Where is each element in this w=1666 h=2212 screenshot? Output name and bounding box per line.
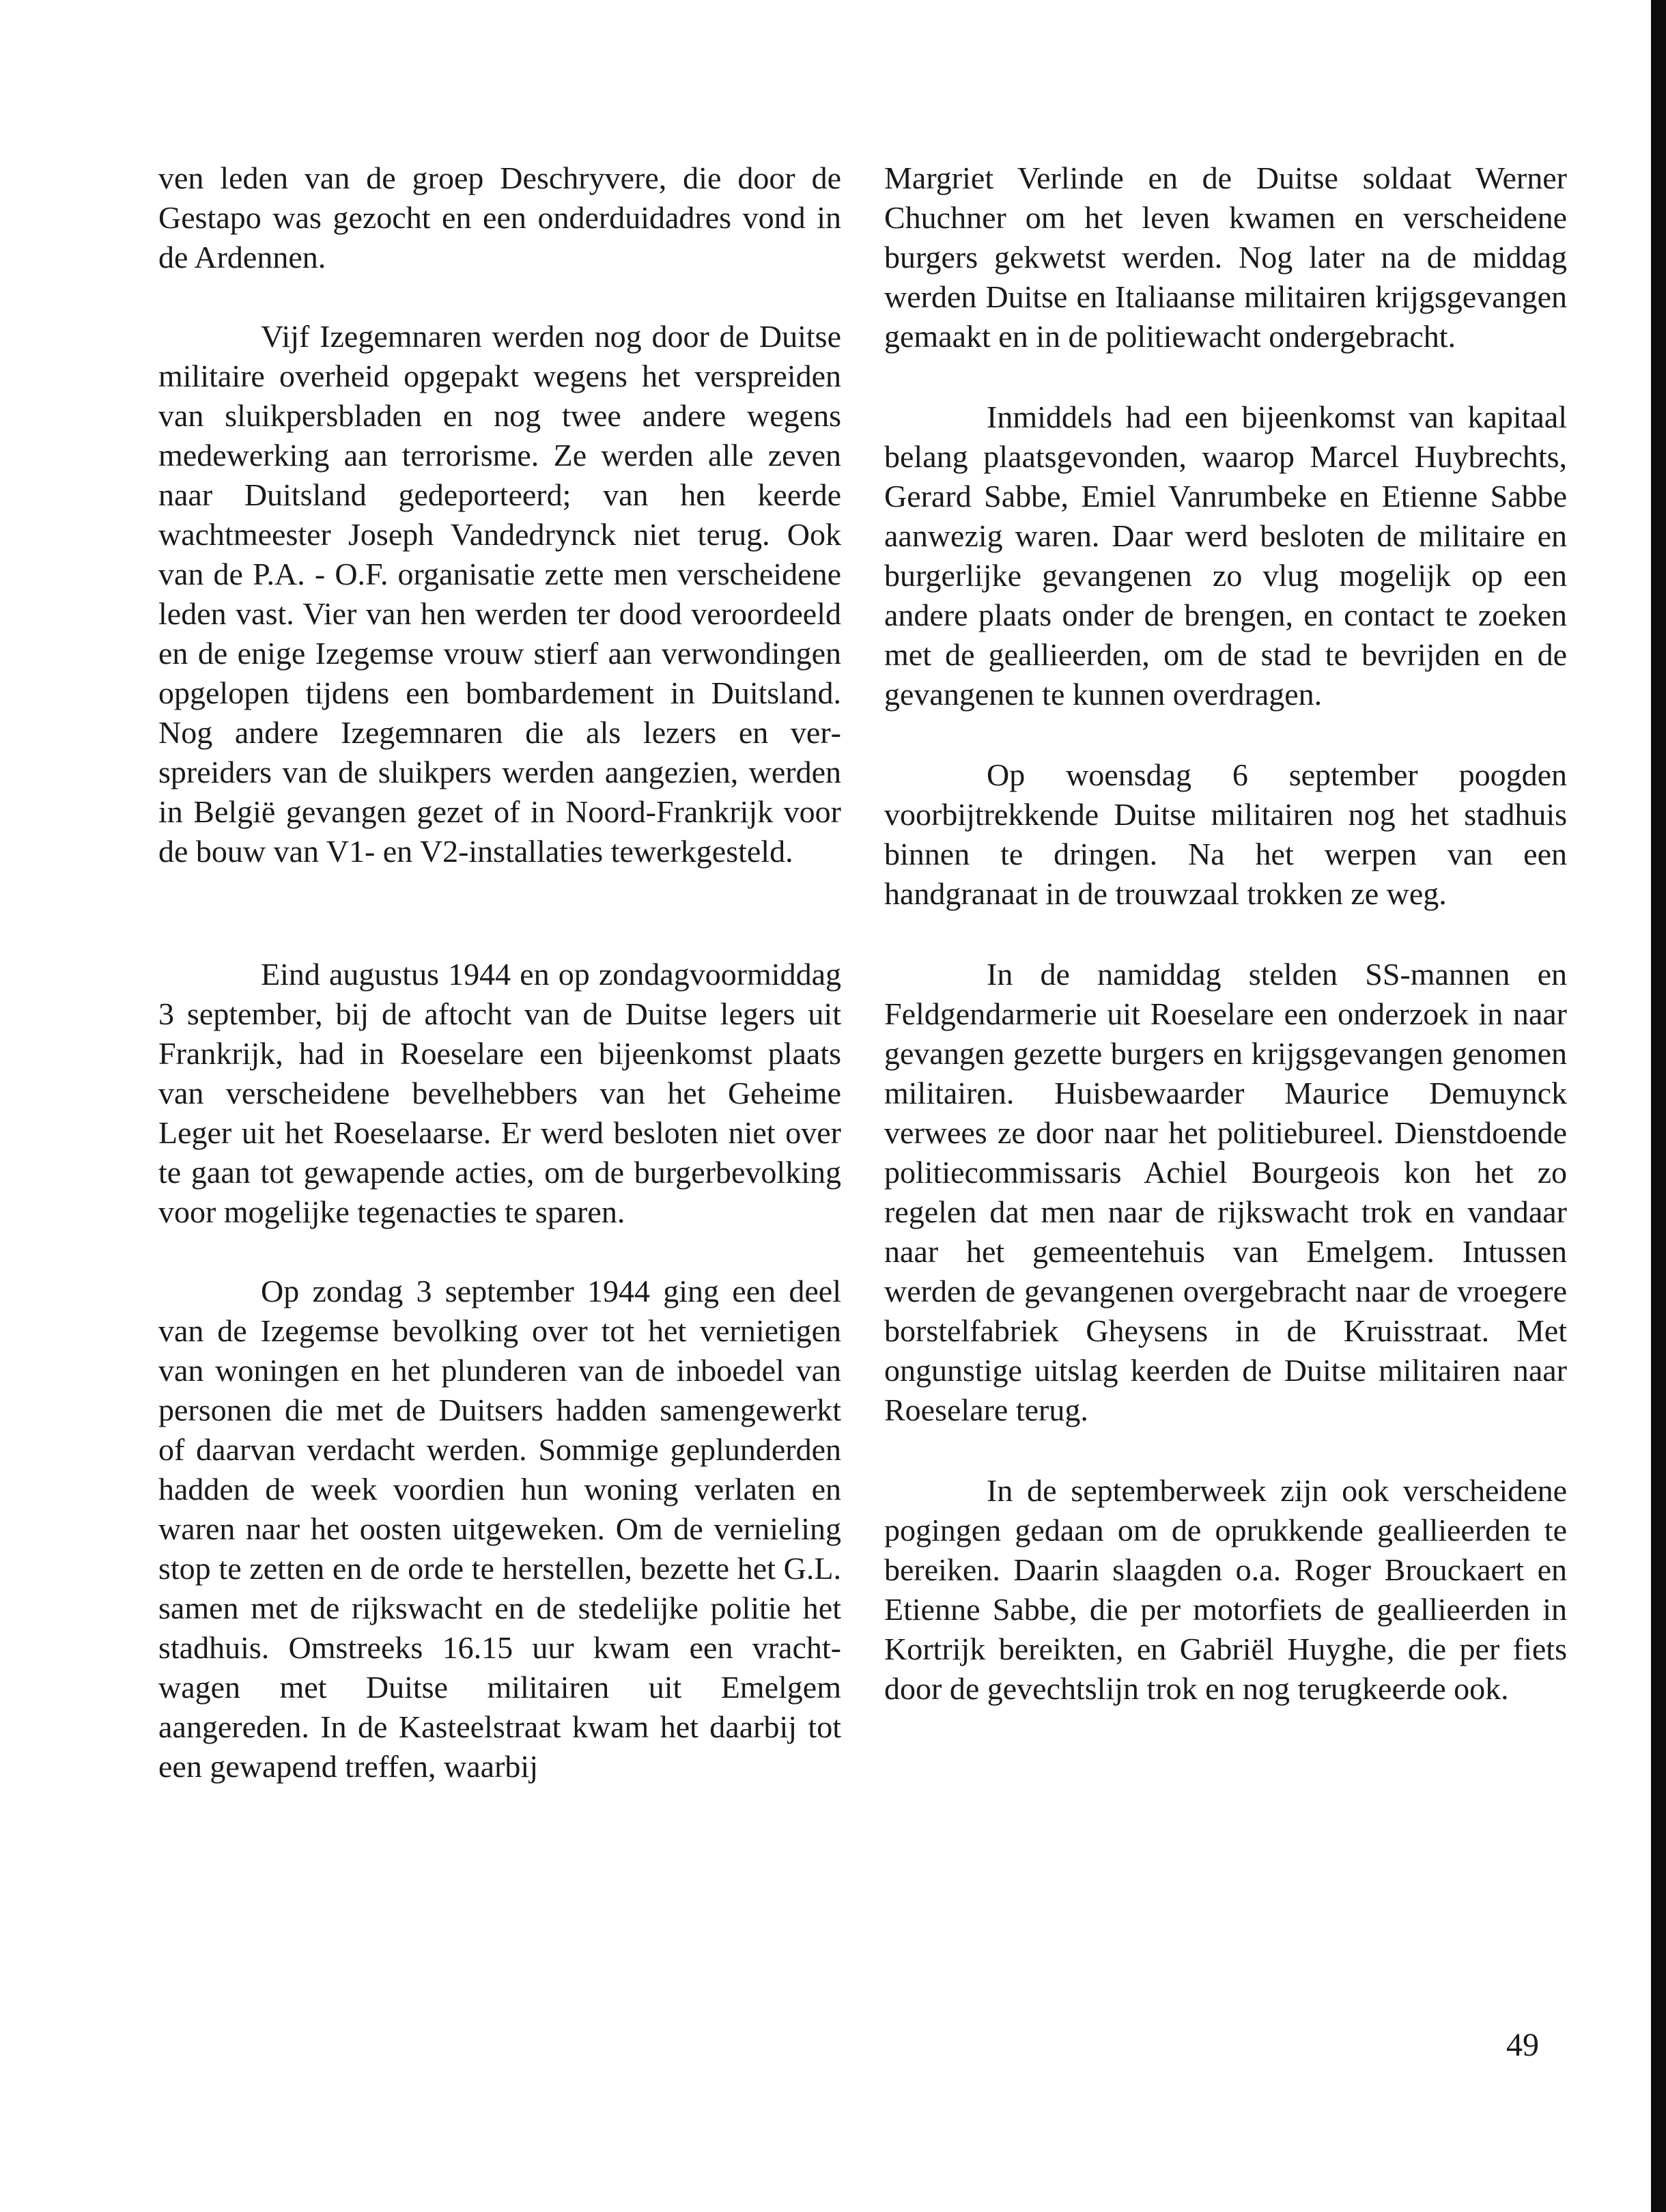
paragraph: ven leden van de groep Deschryvere, die door de Gestapo was gezocht en een onderduidadres vond in de Ardennen. <box>158 160 841 275</box>
left-column <box>158 158 841 1787</box>
right-column <box>884 158 1567 1709</box>
page-number: 49 <box>1506 2027 1539 2063</box>
paragraph: Vijf Izegemnaren werden nog door de Duitse militaire overheid opgepakt wegens het verspreiden van sluikpersbladen en nog twee andere wegens medewerking aan terrorisme. Ze werden alle zeven naar Duitsland gedeporteerd; van hen keerde wachtmeester Joseph Vandedrynck niet terug. Ook van de P.A. - O.F. organisatie zette men verscheidene leden vast. Vier van hen werden ter dood veroordeeld en de enige Izegemse vrouw stierf aan verwondingen opgelopen tijdens een bombardement in Duitsland. Nog andere Izegemnaren die als lezers en verspreiders van de sluikpers werden aangezien, werden in België gevangen gezet of in Noord-Frankrijk voor de bouw van V1- en V2-installaties tewerkgesteld. <box>158 319 841 869</box>
paragraph: Margriet Verlinde en de Duitse soldaat Werner Chuchner om het leven kwamen en verscheidene burgers gekwetst werden. Nog later na de middag werden Duitse en Italiaanse militairen krijgsgevangen gemaakt en in de politiewacht ondergebracht. <box>884 160 1567 354</box>
paragraph: In de namiddag stelden SS-mannen en Feldgendarmerie uit Roeselare een onderzoek in naar gevangen gezette burgers en krijgsgevangen genomen militairen. Huisbewaarder Maurice Demuynck verwees ze door naar het politiebureel. Dienstdoende politiecommissaris Achiel Bourgeois kon het zo regelen dat men naar de rijkswacht trok en vandaar naar het gemeentehuis van Emelgem. Intussen werden de gevangenen overgebracht naar de vroegere borstelfabriek Gheysens in de Kruisstraat. Met ongunstige uitslag keerden de Duitse militairen naar Roeselare terug. <box>884 957 1567 1427</box>
paragraph: In de septemberweek zijn ook verscheidene pogingen gedaan om de oprukkende geallieerden te bereiken. Daarin slaagden o.a. Roger Brouckaert en Etienne Sabbe, die per motorfiets de geallieerden in Kortrijk bereikten, en Gabriël Huyghe, die per fiets door de gevechtslijn trok en nog terugkeerde ook. <box>884 1473 1567 1706</box>
paragraph: Inmiddels had een bijeenkomst van kapitaal belang plaatsgevonden, waarop Marcel Huybrechts, Gerard Sabbe, Emiel Vanrumbeke en Etienne Sabbe aanwezig waren. Daar werd besloten de militaire en burgerlijke gevangenen zo vlug mogelijk op een andere plaats onder de brengen, en contact te zoeken met de geallieerden, om de stad te bevrijden en de gevangenen te kunnen overdragen. <box>884 400 1567 712</box>
scan-edge-border <box>1651 0 1666 2212</box>
paragraph: Op zondag 3 september 1944 ging een deel van de Izegemse bevolking over tot het vernietigen van woningen en het plunderen van de inboedel van personen die met de Duitsers hadden samengewerkt of daarvan verdacht werden. Sommige geplunderden hadden de week voordien hun woning verlaten en waren naar het oosten uitgeweken. Om de vernieling stop te zetten en de orde te herstellen, bezette het G.L. samen met de rijkswacht en de stedelijke politie het stadhuis. Omstreeks 16.15 uur kwam een vrachtwagen met Duitse militairen uit Emelgem aangereden. In de Kasteelstraat kwam het daarbij tot een gewapend treffen, waarbij <box>158 1274 841 1784</box>
paragraph: Eind augustus 1944 en op zondagvoormiddag 3 september, bij de aftocht van de Duitse legers uit Frankrijk, had in Roeselare een bijeenkomst plaats van verscheidene bevelhebbers van het Geheime Leger uit het Roeselaarse. Er werd besloten niet over te gaan tot gewapende acties, om de burgerbevolking voor mogelijke tegenacties te sparen. <box>158 957 841 1229</box>
paragraph: Op woensdag 6 september poogden voorbijtrekkende Duitse militairen nog het stadhuis binnen te dringen. Na het werpen van een handgranaat in de trouwzaal trokken ze weg. <box>884 757 1567 911</box>
